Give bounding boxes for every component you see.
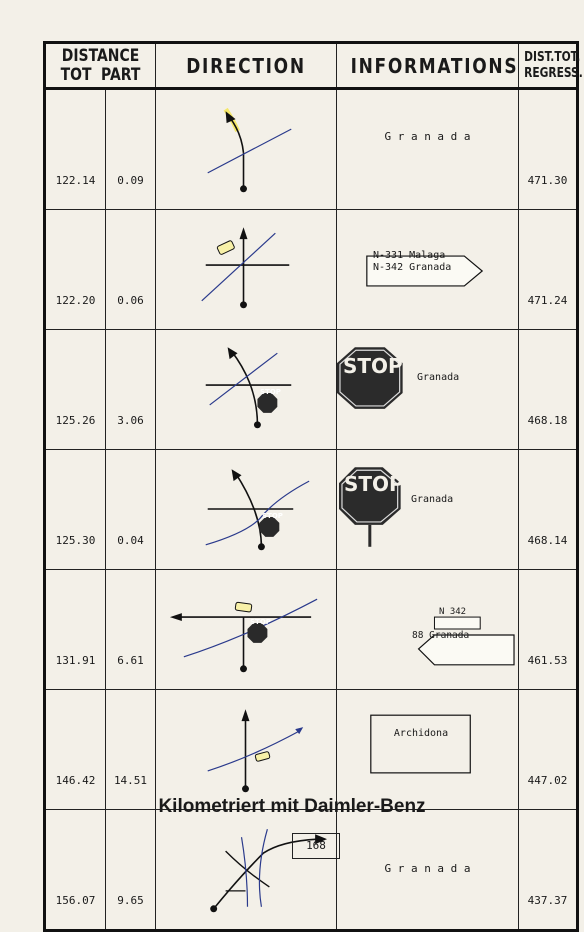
- footer-title: Kilometriert mit Daimler-Benz: [158, 796, 426, 817]
- info-cell: [337, 810, 519, 931]
- page-number: 168: [292, 833, 340, 859]
- sign-line-1: N-331 Malaga: [373, 250, 446, 261]
- distance-regress: 447.02: [519, 690, 578, 810]
- stop-small-label: STOP: [262, 512, 283, 520]
- turn-diagram-icon: [156, 90, 336, 209]
- part-label: PART: [101, 64, 141, 85]
- sign-main-label: 88 Granada: [412, 630, 470, 641]
- distance-tot: 156.07: [45, 810, 106, 931]
- distance-part: 0.04: [106, 450, 156, 570]
- stop-turn-left-icon: [156, 570, 336, 689]
- stop-turn-left-icon: [156, 330, 336, 449]
- distance-tot: 131.91: [45, 570, 106, 690]
- info-cell: [337, 89, 519, 210]
- header-regress: [519, 43, 583, 89]
- stop-turn-left-icon: [156, 450, 336, 569]
- info-text: Granada: [411, 494, 454, 505]
- regress-label-2: REGRESS.: [524, 65, 583, 81]
- info-cell: [337, 450, 519, 570]
- stop-sign-label: STOP: [343, 354, 403, 378]
- header-distance: [45, 43, 156, 89]
- info-text: G r a n a d a: [384, 130, 471, 143]
- distance-regress: 471.30: [519, 89, 578, 210]
- tot-label: TOT: [60, 64, 92, 85]
- distance-regress: 437.37: [519, 810, 578, 931]
- distance-tot: 125.26: [45, 330, 106, 450]
- direction-diagram: [156, 89, 337, 210]
- distance-regress: 461.53: [519, 570, 578, 690]
- table-row: [45, 450, 578, 570]
- stop-sign-icon: [337, 450, 518, 569]
- distance-part: 9.65: [106, 810, 156, 931]
- regress-label-1: DIST.TOT.: [524, 49, 581, 65]
- distance-part: 0.09: [106, 89, 156, 210]
- info-cell: [337, 570, 519, 690]
- distance-part: 0.06: [106, 210, 156, 330]
- header-direction: DIRECTION: [156, 43, 337, 89]
- direction-diagram: [156, 210, 337, 330]
- direction-diagram: [156, 450, 337, 570]
- table-row: [45, 570, 578, 690]
- direction-diagram: [156, 690, 337, 810]
- table-row: [45, 810, 578, 931]
- header-informations: INFORMATIONS: [337, 43, 519, 89]
- direction-diagram: [156, 810, 337, 931]
- distance-tot: 146.42: [45, 690, 106, 810]
- direction-diagram: [156, 570, 337, 690]
- info-text: Granada: [417, 372, 460, 383]
- distance-part: 3.06: [106, 330, 156, 450]
- info-cell: [337, 210, 519, 330]
- stop-sign-label: STOP: [344, 472, 404, 496]
- sign-top-label: N 342: [439, 607, 467, 617]
- stop-small-label: STOP: [250, 618, 271, 626]
- table-row: [45, 330, 578, 450]
- place-name-sign-icon: [337, 690, 518, 809]
- distance-regress: 468.14: [519, 450, 578, 570]
- fork-right-icon: [156, 810, 336, 929]
- distance-tot: 122.20: [45, 210, 106, 330]
- distance-regress: 468.18: [519, 330, 578, 450]
- info-text: Archidona: [393, 728, 449, 739]
- table-row: [45, 690, 578, 810]
- info-cell: [337, 690, 519, 810]
- stop-small-label: STOP: [260, 388, 281, 396]
- crossroad-straight-icon: [156, 210, 336, 329]
- sign-line-2: N-342 Granada: [373, 262, 452, 273]
- distance-label: DISTANCE: [61, 45, 140, 66]
- stop-sign-icon: [337, 330, 518, 449]
- straight-ahead-icon: [156, 690, 336, 809]
- info-cell: [337, 330, 519, 450]
- distance-part: 6.61: [106, 570, 156, 690]
- table-row: [45, 89, 578, 210]
- distance-part: 14.51: [106, 690, 156, 810]
- distance-tot: 125.30: [45, 450, 106, 570]
- info-text: G r a n a d a: [384, 862, 471, 875]
- distance-regress: 471.24: [519, 210, 578, 330]
- direction-diagram: [156, 330, 337, 450]
- distance-tot: 122.14: [45, 89, 106, 210]
- table-header: [45, 43, 578, 89]
- table-row: [45, 210, 578, 330]
